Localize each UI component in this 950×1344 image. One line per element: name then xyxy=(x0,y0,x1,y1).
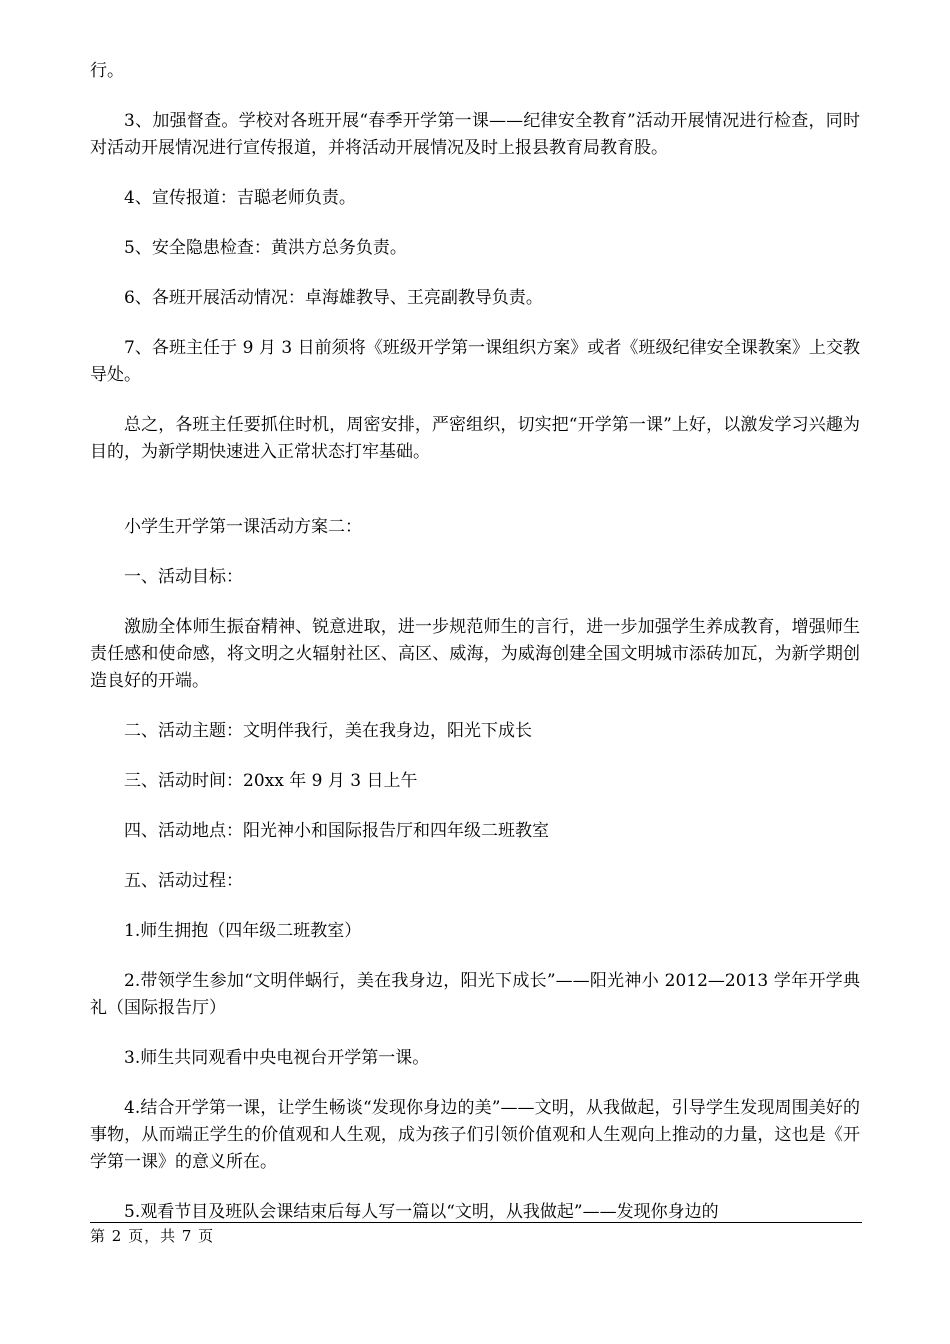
paragraph-step-5: 5.观看节目及班队会课结束后每人写一篇以“文明，从我做起”——发现你身边的 xyxy=(124,1202,719,1222)
paragraph-item-6: 6、各班开展活动情况：卓海雄教导、王亮副教导负责。 xyxy=(124,288,543,308)
paragraph-continuation: 行。 xyxy=(90,61,124,81)
paragraph-goal: 激励全体师生振奋精神、锐意进取，进一步规范师生的言行，进一步加强学生养成教育，增强师生责任感和使命感，将文明之火辐射社区、高区、威海，为威海创建全国文明城市添砖加瓦，为新学期创造良好的开端。 xyxy=(90,617,860,691)
paragraph-theme: 二、活动主题：文明伴我行，美在我身边，阳光下成长 xyxy=(124,721,532,741)
paragraph-item-4: 4、宣传报道：吉聪老师负责。 xyxy=(124,188,356,208)
page-number: 第 2 页，共 7 页 xyxy=(90,1227,215,1245)
paragraph-location: 四、活动地点：阳光神小和国际报告厅和四年级二班教室 xyxy=(124,821,549,841)
paragraph-step-4: 4.结合开学第一课，让学生畅谈“发现你身边的美”——文明，从我做起，引导学生发现周围美好的事物，从而端正学生的价值观和人生观，成为孩子们引领价值观和人生观向上推动的力量，这也是《开学第一课》的意义所在。 xyxy=(90,1098,860,1172)
paragraph-item-7: 7、各班主任于 9 月 3 日前须将《班级开学第一课组织方案》或者《班级纪律安全课教案》上交教导处。 xyxy=(90,338,860,385)
paragraph-item-5: 5、安全隐患检查：黄洪方总务负责。 xyxy=(124,238,407,258)
paragraph-goal-heading: 一、活动目标： xyxy=(124,567,243,587)
paragraph-summary: 总之，各班主任要抓住时机，周密安排，严密组织，切实把“开学第一课”上好，以激发学习兴趣为目的，为新学期快速进入正常状态打牢基础。 xyxy=(90,415,860,462)
paragraph-time: 三、活动时间：20xx 年 9 月 3 日上午 xyxy=(124,771,418,791)
paragraph-item-3: 3、加强督查。学校对各班开展“春季开学第一课——纪律安全教育”活动开展情况进行检查，同时对活动开展情况进行宣传报道，并将活动开展情况及时上报县教育局教育股。 xyxy=(90,111,860,158)
section-spacer xyxy=(90,489,860,514)
paragraph-step-1: 1.师生拥抱（四年级二班教室） xyxy=(124,921,362,941)
paragraph-step-3: 3.师生共同观看中央电视台开学第一课。 xyxy=(124,1048,430,1068)
footer-divider xyxy=(90,1222,862,1223)
section-heading: 小学生开学第一课活动方案二： xyxy=(124,517,362,537)
document-body xyxy=(90,58,860,1249)
paragraph-process-heading: 五、活动过程： xyxy=(124,871,243,891)
paragraph-step-2: 2.带领学生参加“文明伴蜗行，美在我身边，阳光下成长”——阳光神小 2012—2013 学年开学典礼（国际报告厅） xyxy=(90,971,860,1018)
